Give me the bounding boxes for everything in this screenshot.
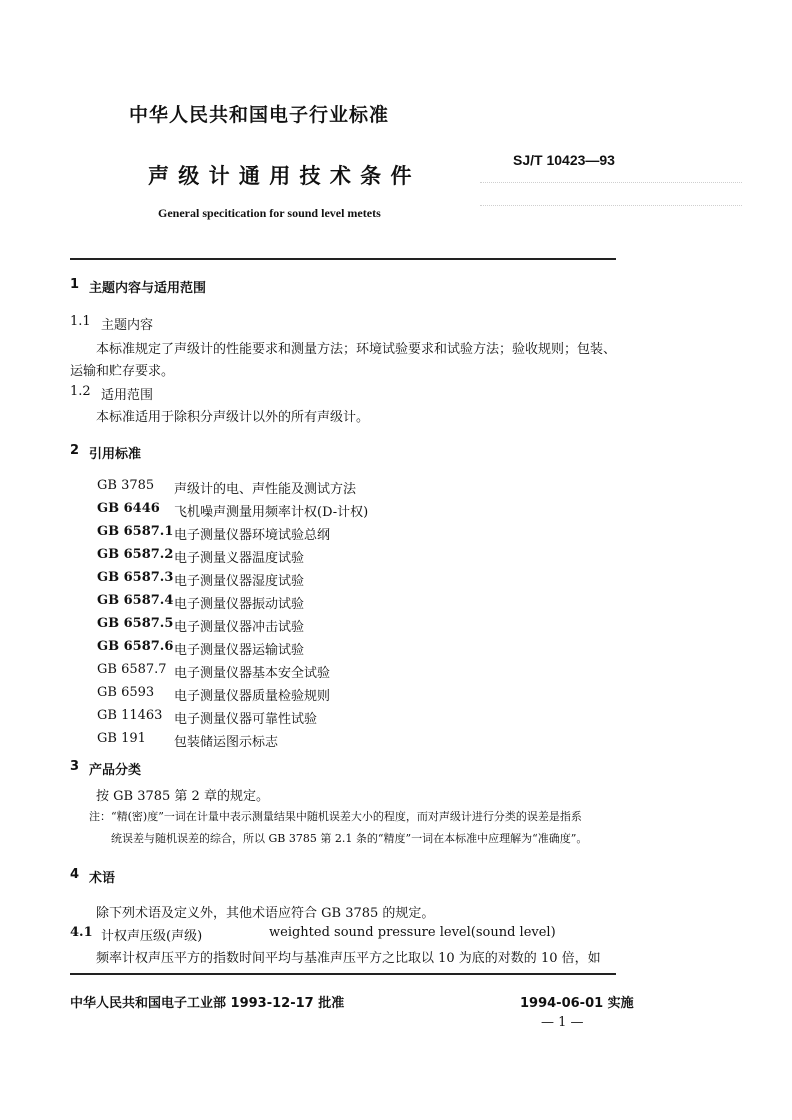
section-1-number: 1 <box>70 277 80 292</box>
section-3-text: 按 GB 3785 第 2 章的规定。 <box>96 789 269 804</box>
section-4-number: 4 <box>70 867 80 882</box>
section-2-number: 2 <box>70 443 80 458</box>
reference-title: 电子测量仪器湿度试验 <box>174 574 305 589</box>
reference-title: 电子测量仪器质量检验规则 <box>174 689 331 704</box>
reference-title: 电子测量义器温度试验 <box>174 551 305 566</box>
reference-title: 飞机噪声测量用频率计权(D-计权) <box>174 505 369 520</box>
issuing-authority: 中华人民共和国电子行业标准 <box>129 104 390 126</box>
reference-title: 电子测量仪器运输试验 <box>174 643 305 658</box>
document-title: 声 级 计 通 用 技 术 条 件 <box>148 164 413 188</box>
section-3-title: 产品分类 <box>89 763 142 778</box>
section-1-1-text-line2: 运输和贮存要求。 <box>70 364 175 379</box>
section-4-1-title-english: weighted sound pressure level(sound level) <box>269 925 556 940</box>
reference-code: GB 6587.1 <box>97 524 174 539</box>
section-3-number: 3 <box>70 759 80 774</box>
standard-code: SJ/T 10423—93 <box>513 152 615 168</box>
reference-title: 电子测量仪器振动试验 <box>174 597 305 612</box>
page-number: — 1 — <box>541 1015 584 1030</box>
section-4-1-title: 计权声压级(声级) <box>101 929 203 944</box>
reference-code: GB 6587.6 <box>97 639 174 654</box>
footer-divider <box>70 973 616 975</box>
section-1-1-text-line1: 本标准规定了声级计的性能要求和测量方法；环境试验要求和试验方法；验收规则；包装、 <box>96 342 617 357</box>
document-title-english: General specitication for sound level metets <box>158 206 381 220</box>
reference-code: GB 11463 <box>97 708 163 723</box>
reference-code: GB 6587.4 <box>97 593 174 608</box>
reference-code: GB 3785 <box>97 478 155 493</box>
section-4-text: 除下列术语及定义外，其他术语应符合 GB 3785 的规定。 <box>96 906 435 921</box>
reference-code: GB 191 <box>97 731 146 746</box>
reference-code: GB 6587.7 <box>97 662 167 677</box>
reference-title: 声级计的电、声性能及测试方法 <box>174 482 357 497</box>
section-1-1-number: 1.1 <box>70 314 91 329</box>
section-1-2-title: 适用范围 <box>101 388 154 403</box>
reference-code: GB 6587.3 <box>97 570 174 585</box>
section-4-1-number: 4.1 <box>70 925 93 940</box>
reference-code: GB 6587.5 <box>97 616 174 631</box>
reference-code: GB 6593 <box>97 685 155 700</box>
approval-date: 中华人民共和国电子工业部 1993-12-17 批准 <box>70 996 345 1011</box>
reference-title: 电子测量仪器基本安全试验 <box>174 666 331 681</box>
reference-title: 包装储运图示标志 <box>174 735 279 750</box>
section-1-1-title: 主题内容 <box>101 318 154 333</box>
reference-title: 电子测量仪器可靠性试验 <box>174 712 318 727</box>
section-1-2-number: 1.2 <box>70 384 91 399</box>
header-divider <box>70 258 616 260</box>
reference-code: GB 6446 <box>97 501 160 516</box>
section-1-2-text: 本标准适用于除积分声级计以外的所有声级计。 <box>96 410 370 425</box>
section-4-1-text: 频率计权声压平方的指数时间平均与基准声压平方之比取以 10 为底的对数的 10 倍，如 <box>96 951 601 966</box>
section-1-title: 主题内容与适用范围 <box>89 281 207 296</box>
section-3-note-line1: 注：“精(密)度”一词在计量中表示测量结果中随机误差大小的程度，而对声级计进行分类的误差是指系 <box>89 810 582 823</box>
section-3-note-line2: 统误差与随机误差的综合，所以 GB 3785 第 2.1 条的“精度”一词在本标准中应理解为“准确度”。 <box>111 832 588 845</box>
reference-code: GB 6587.2 <box>97 547 174 562</box>
reference-title: 电子测量仪器冲击试验 <box>174 620 305 635</box>
section-4-title: 术语 <box>89 871 116 886</box>
reference-title: 电子测量仪器环境试验总纲 <box>174 528 331 543</box>
effective-date: 1994-06-01 实施 <box>520 996 634 1011</box>
section-2-title: 引用标准 <box>89 447 142 462</box>
